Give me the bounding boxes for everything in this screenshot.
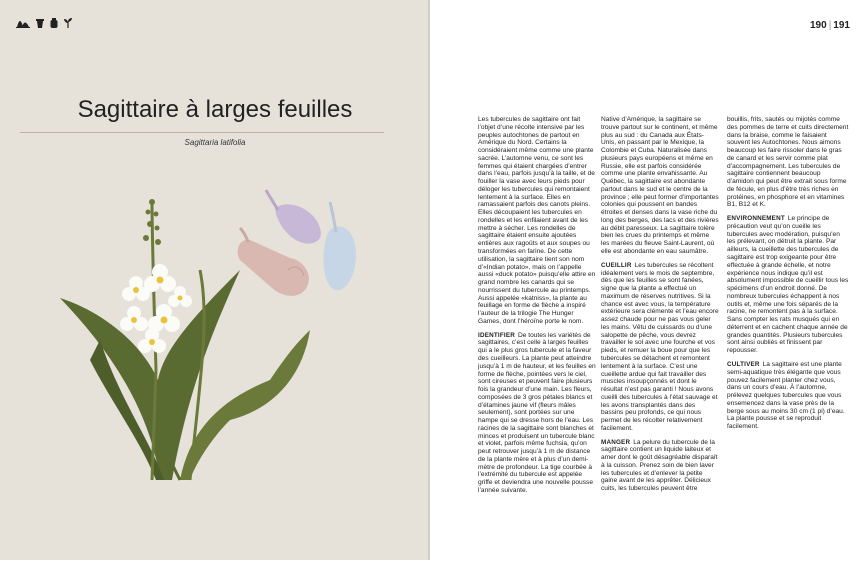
paragraph-text: Native d’Amérique, la sagittaire se trouve partout sur le continent, et même plus au sud : du Canada aux États-Unis, en passant par le Mexique, la Colombie et Cuba. Naturalisée dans plusieurs pays européens et même en Russie, elle est parfois considérée comme une plante envahissante. Au Québec, la sagittaire est abondante partout dans le sud et le centre de la province ; elle peut former d’importantes colonies qui poussent en bandes étroites et denses dans la vase riche du long des berges, des lacs et des rivières au débit paresseux. La sagittaire tolère bien les crues du printemps et même les marées du fleuve Saint-Laurent, où elle est abondante en eau saumâtre. xyxy=(601,116,719,256)
paragraph xyxy=(601,262,719,433)
sprout-icon xyxy=(64,18,72,28)
paragraph xyxy=(727,116,849,209)
jar-icon xyxy=(50,18,58,28)
page-separator: | xyxy=(828,20,832,31)
section-heading: IDENTIFIER xyxy=(478,331,515,339)
paragraph xyxy=(601,116,719,256)
left-page xyxy=(0,0,430,560)
paragraph-text: bouillis, frits, sautés ou mijotés comme des pommes de terre et cuits directement dans la braise, comme le faisaient souvent les Autochtones. Nous aimons beaucoup les faire rissoler dans le gras de canard et les servir comme plat d’accompagnement. Les tubercules de sagittaire contiennent beaucoup d’amidon qui peut être extrait sous forme de fécule, en plus d’être très riches en protéines, en phosphore et en vitamines B1, B12 et K. xyxy=(727,116,849,209)
paragraph xyxy=(727,215,849,355)
section-heading: MANGER xyxy=(601,438,631,446)
plant-cluster-icon xyxy=(16,18,30,28)
text-column-1 xyxy=(478,116,596,501)
paragraph-text: Le principe de précaution veut qu’on cueille les tubercules avec modération, puisqu’en les prélevant, on détruit la plante. Par ailleurs, la cueillette des tubercules de sagittaire est trop exigeante pour être effectuée à grande échelle, et notre expérience nous indique qu’il est absolument impossible de cueillir tous les spécimens d’un endroit donné. De nombreux tubercules échappent à nos outils et, même une fois séparés de la racine, ne remontent pas à la surface. Sans compter les rats musqués qui en déterrent et en cachent chaque année de grandes quantités. Plusieurs tubercules sont ainsi oubliés et finissent par repousser. xyxy=(727,215,849,355)
paragraph xyxy=(601,439,719,493)
pot-icon xyxy=(36,18,44,28)
section-heading: CUEILLIR xyxy=(601,261,632,269)
paragraph-text: Les tubercules se récoltent idéalement vers le mois de septembre, dès que les feuilles se sont fanées, signe que la plante a effectué un maximum de réserves nutritives. Si la chance est avec vous, la température extérieure sera clémente et l’eau encore assez chaude pour ne pas vous geler les mains. Vêtu de cuissards ou d’une salopette de pêche, vous devrez travailler le sol avec une fourche et vos pieds, et remuer la boue pour que les tubercules se détachent et remontent lentement à la surface. C’est une cueillette ardue qui fait travailler des muscles insoupçonnés et dont le résultat n’est pas garanti ! Nous avons cueilli des tubercules à l’état sauvage et les avons transplantés dans des bassins peu profonds, ce qui nous permet de les récolter relativement facilement. xyxy=(601,261,719,432)
section-heading: CULTIVER xyxy=(727,360,760,368)
page-number-left: 190 xyxy=(810,20,827,31)
text-column-3 xyxy=(727,116,849,437)
header-icons xyxy=(16,18,72,28)
page-number-right: 191 xyxy=(833,20,850,31)
paragraph xyxy=(478,332,596,495)
paragraph-text: La sagittaire est une plante semi-aquatique très élégante que vous pouvez facilement planter chez vous, dans un cours d’eau. À l’automne, prélevez quelques tubercules que vous ensemencez dans la vase près de la berge sous au moins 30 cm (1 pi) d’eau. La plante pousse et se reproduit facilement. xyxy=(727,360,845,431)
page-numbers xyxy=(810,20,850,31)
paragraph-text: Les tubercules de sagittaire ont fait l’objet d’une récolte intensive par les peuples autochtones de partout en Amérique du Nord. Certains la considéraient même comme une plante sacrée. L’automne venu, ce sont les femmes qui étaient chargées d’entrer dans l’eau, parfois jusqu’à la taille, et de fouiller la vase avec leurs pieds pour déloger les tubercules qui remontaient lentement à la surface. Elles en ramassaient parfois des canots pleins. Elles découpaient les tubercules en rondelles et les enfilaient avant de les mettre à sécher. Les rondelles de sagittaire étaient ensuite ajoutées entières aux ragoûts et aux soupes ou transformées en farine. De cette utilisation, la sagittaire tient son nom d’«Indian potato», mais on l’appelle aussi «duck potato» puisqu’elle attire en grand nombre les canards qui se nourrissent du tubercule au printemps. Aussi appelée «katniss», la plante au feuillage en forme de flèche a inspiré l’auteur de la trilogie The Hunger Games, dont l’héroïne porte le nom. xyxy=(478,116,596,325)
title-rule xyxy=(20,132,384,133)
tuber-illustrations xyxy=(238,190,356,296)
paragraph-text: La pelure du tubercule de la sagittaire contient un liquide laiteux et amer dont le goût désagréable disparaît à la cuisson. Prenez soin de bien laver les tubercules et d’enlever la petite gaine avant de les apprêter. Délicieux cuits, les tubercules peuvent être xyxy=(601,438,718,493)
section-heading: ENVIRONNEMENT xyxy=(727,215,785,223)
page-title: Sagittaire à larges feuilles xyxy=(77,96,353,123)
paragraph-text: De toutes les variétés de sagittaires, c’est celle à larges feuilles qui a le plus gros tubercule et la faveur des cueilleurs. La plante peut atteindre jusqu’à 1 m de hauteur, et les feuilles en forme de flèche, pointées vers le ciel, sont cireuses et peuvent faire plusieurs fois la grandeur d’une main. Les fleurs, composées de 3 gros pétales blancs et d’étamines jaune vif (fleurs mâles seulement), sont portées sur une hampe qui se dresse hors de l’eau. Les racines de la sagittaire sont blanches et minces et produisent un tubercule blanc et violet, parfois même fuchsia, qu’on peut retrouver jusqu’à 1 m de distance de la plante mère et à plus d’un demi-mètre de profondeur. La tige courbée à l’extrémité du tubercule est appelée griffe et deviendra une nouvelle pousse l’année suivante. xyxy=(478,331,596,494)
text-column-2 xyxy=(601,116,719,499)
paragraph xyxy=(478,116,596,326)
latin-name: Sagittaria latifolia xyxy=(184,138,246,147)
plant-illustration xyxy=(40,180,370,500)
paragraph xyxy=(727,361,849,431)
